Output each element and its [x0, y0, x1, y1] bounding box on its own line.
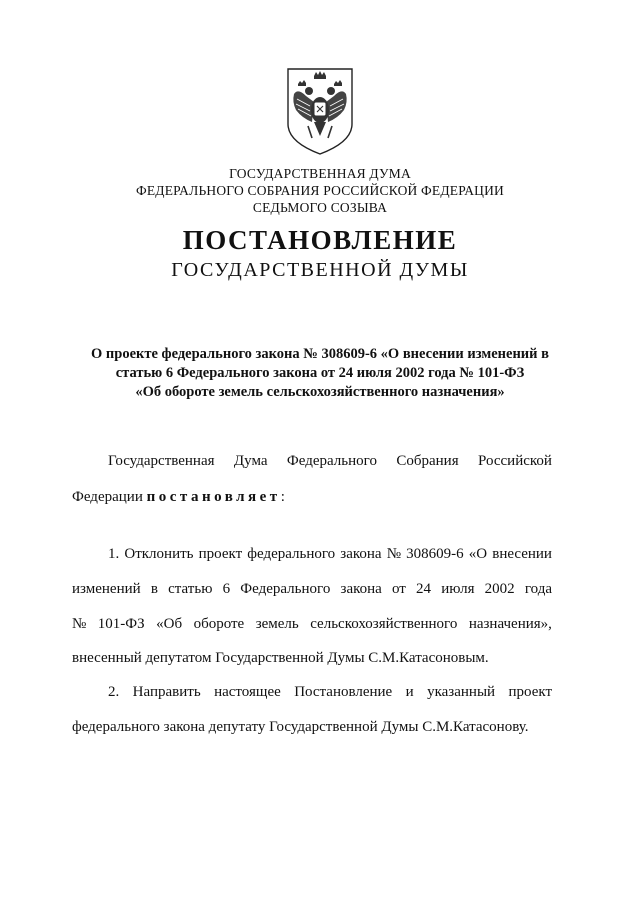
word: №: [72, 616, 87, 632]
word: Направить: [132, 684, 201, 700]
word: проект: [508, 684, 552, 700]
word: 1.: [108, 546, 120, 562]
clause-1-line: внесенный депутатом Государственной Думы С.М.Катасоновым.: [72, 650, 489, 666]
word: «О: [468, 546, 488, 562]
word: закона: [340, 546, 382, 562]
word: в: [150, 581, 158, 597]
subject-line: «Об обороте земель сельскохозяйственного назначения»: [135, 384, 505, 400]
word: №: [386, 546, 402, 562]
word: федерального: [247, 546, 336, 562]
word: и: [405, 684, 414, 700]
word: внесении: [492, 546, 552, 562]
word: Постановление: [294, 684, 393, 700]
word: статью: [168, 581, 213, 597]
word: изменений: [72, 581, 141, 597]
word: проект: [198, 546, 243, 562]
preamble-line: [72, 487, 552, 507]
parliament-name: ГОСУДАРСТВЕННАЯ ДУМА: [229, 166, 411, 181]
word: Федерации: [72, 489, 143, 505]
resolution-verb: постановляет: [146, 489, 281, 505]
clause-1-line: [72, 579, 552, 599]
word: настоящее: [214, 684, 281, 700]
word: закона: [340, 581, 382, 597]
clause-1-line: [108, 544, 552, 564]
word: от: [392, 581, 406, 597]
word: 2.: [108, 684, 120, 700]
word: 24: [416, 581, 432, 597]
word: 308609-6: [406, 546, 464, 562]
subject-line: О проекте федерального закона № 308609-6 «О внесении изменений в: [91, 346, 549, 362]
coat-of-arms-icon: [284, 66, 356, 156]
word: обороте: [193, 616, 245, 632]
word: указанный: [427, 684, 496, 700]
word: 2002: [484, 581, 515, 597]
word: Федерального: [286, 453, 377, 469]
word: сельскохозяйственного: [310, 616, 458, 632]
word: «Об: [156, 616, 183, 632]
word: июля: [441, 581, 475, 597]
assembly-name: ФЕДЕРАЛЬНОГО СОБРАНИЯ РОССИЙСКОЙ ФЕДЕРАЦИИ: [136, 183, 504, 198]
word: Федерального: [240, 581, 331, 597]
colon: :: [280, 489, 285, 505]
word: Отклонить: [124, 546, 194, 562]
word: 101-ФЗ: [97, 616, 145, 632]
document-issuer: ГОСУДАРСТВЕННОЙ ДУМЫ: [171, 259, 469, 281]
word: 6: [222, 581, 231, 597]
subject-line: статью 6 Федерального закона от 24 июля 2002 года № 101-ФЗ: [115, 365, 525, 381]
clause-2-line: [108, 682, 552, 702]
preamble-line: [108, 451, 552, 471]
word: Российской: [478, 453, 552, 469]
word: земель: [255, 616, 299, 632]
clause-2-line: федерального закона депутату Государственной Думы С.М.Катасонову.: [72, 719, 529, 735]
word: назначения»,: [468, 616, 552, 632]
word: Государственная: [108, 453, 215, 469]
word: Собрания: [396, 453, 459, 469]
document-type: ПОСТАНОВЛЕНИЕ: [182, 225, 458, 255]
word: Дума: [233, 453, 268, 469]
clause-1-line: [72, 614, 552, 634]
convocation: СЕДЬМОГО СОЗЫВА: [252, 200, 388, 215]
word: года: [524, 581, 552, 597]
